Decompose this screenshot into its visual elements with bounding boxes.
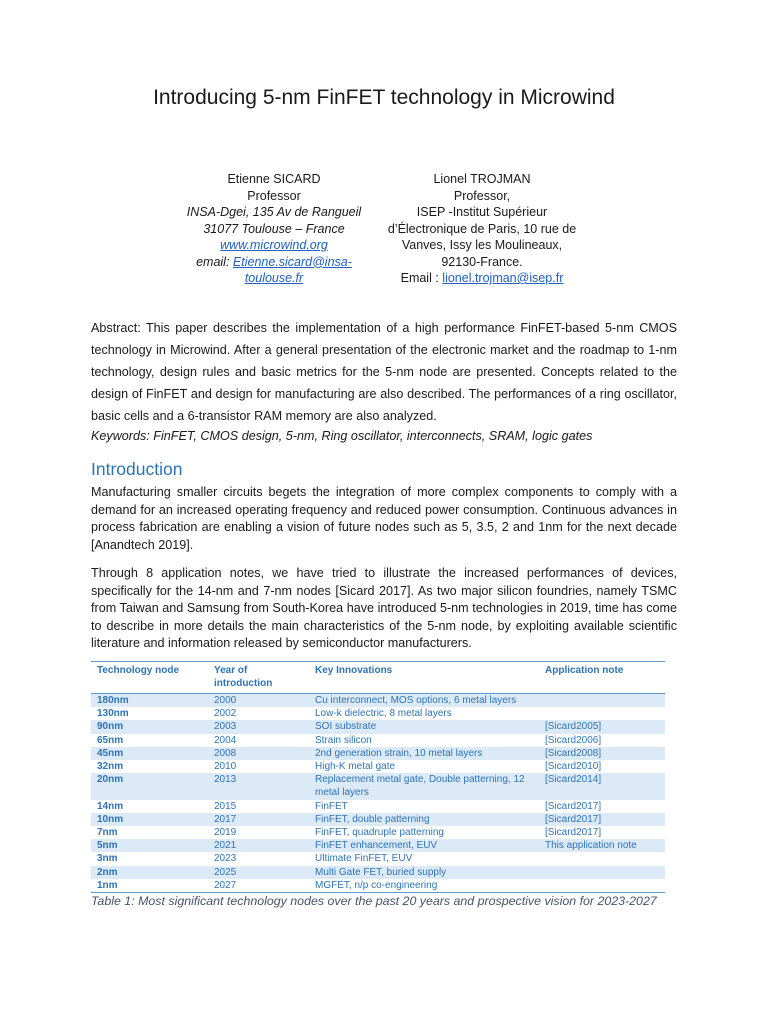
cell-application-note: [Sicard2017] <box>545 800 602 812</box>
cell-innovation: Multi Gate FET, buried supply <box>309 866 539 879</box>
author-affiliation: INSA-Dgei, 135 Av de Rangueil <box>186 205 362 219</box>
author-affiliation-line: d’Électronique de Paris, 10 rue de <box>387 221 577 236</box>
author-website-link[interactable]: www.microwind.org <box>220 238 328 252</box>
author-role: Professor, <box>453 188 511 203</box>
cell-year: 2021 <box>208 839 309 852</box>
cell-node: 32nm <box>97 761 124 773</box>
cell-innovation: High-K metal gate <box>315 761 396 773</box>
cell-node: 180nm <box>91 694 208 708</box>
author-affiliation-line: 92130-France. <box>441 254 523 269</box>
paragraph: Manufacturing smaller circuits begets the integration of more complex components to comply with a demand for an increased operating frequency and reduced power consumption. Continuous advances in process fabrication are enabling a vision of future nodes such as 5, 3.5, 2 and 1nm for the next decade [Anandtech 2019]. <box>91 485 677 552</box>
author-email-label: Email : <box>400 271 439 285</box>
table-caption: Table 1: Most significant technology nodes over the past 20 years and prospective vision for 2023-2027 <box>91 894 657 908</box>
header-key-innovations: Key Innovations <box>309 662 539 694</box>
cell-node: 7nm <box>97 827 118 839</box>
author-email-link-cont[interactable]: toulouse.fr <box>244 271 304 285</box>
cell-application-note <box>539 879 665 893</box>
cell-innovation: Low-k dielectric, 8 metal layers <box>315 708 452 720</box>
cell-innovation: FinFET, quadruple patterning <box>315 827 444 839</box>
cell-innovation: SOI substrate <box>309 720 539 733</box>
cell-node: 3nm <box>97 853 118 865</box>
cell-application-note: [Sicard2014] <box>539 773 665 799</box>
cell-innovation: MGFET, n/p co-engineering <box>309 879 539 893</box>
table-row <box>91 813 665 826</box>
table-row <box>91 800 665 813</box>
table-row <box>91 747 665 760</box>
author-role: Professor <box>247 188 301 203</box>
header-year: Year of introduction <box>208 662 309 694</box>
cell-year: 2025 <box>208 866 309 879</box>
keywords: Keywords: FinFET, CMOS design, 5-nm, Ring oscillator, interconnects, SRAM, logic gates <box>91 429 593 443</box>
cell-node: 130nm <box>97 708 129 720</box>
cell-application-note: [Sicard2005] <box>539 720 665 733</box>
cell-year: 2002 <box>214 708 237 720</box>
cell-node: 2nm <box>91 866 208 879</box>
cell-node: 1nm <box>91 879 208 893</box>
cell-innovation: FinFET enhancement, EUV <box>309 839 539 852</box>
cell-innovation: FinFET <box>315 800 348 812</box>
author-affiliation-line: Vanves, Issy les Moulineaux, <box>401 238 563 252</box>
table-row <box>91 866 665 879</box>
author-block-trojman <box>374 171 590 287</box>
cell-year: 2017 <box>208 813 309 826</box>
table-row <box>91 720 665 733</box>
cell-application-note <box>539 707 665 720</box>
cell-year: 2023 <box>214 853 237 865</box>
table-row <box>91 694 665 708</box>
table-row <box>91 826 665 839</box>
table-row <box>91 773 665 799</box>
header-technology-node: Technology node <box>91 662 208 694</box>
cell-year: 2010 <box>214 761 237 773</box>
abstract: Abstract: This paper describes the implementation of a high performance FinFET-based 5-nm CMOS technology in Microwind. After a general presentation of the electronic market and the roadmap to 1-nm technology, design rules and basic metrics for the 5-nm node are presented. Concepts related to the design of FinFET and design for manufacturing are also described. The performances of a ring oscillator, basic cells and a 6-transistor RAM memory are also analyzed. <box>91 321 677 423</box>
author-email-label: email: <box>196 254 230 269</box>
cell-application-note <box>539 694 665 708</box>
cell-application-note: [Sicard2008] <box>539 747 665 760</box>
table-row <box>91 852 665 865</box>
cell-innovation: 2nd generation strain, 10 metal layers <box>309 747 539 760</box>
cell-node: 10nm <box>91 813 208 826</box>
cell-innovation: Ultimate FinFET, EUV <box>315 853 413 865</box>
cell-year: 2008 <box>208 747 309 760</box>
table-row <box>91 734 665 747</box>
cell-application-note: [Sicard2006] <box>545 734 602 746</box>
cell-innovation: Replacement metal gate, Double patterning, 12 metal layers <box>309 773 539 799</box>
author-email-link[interactable]: lionel.trojman@isep.fr <box>442 271 564 285</box>
cell-application-note: [Sicard2010] <box>545 761 602 773</box>
header-application-note: Application note <box>539 662 665 694</box>
table-row <box>91 760 665 773</box>
table-row <box>91 707 665 720</box>
cell-year: 2019 <box>214 827 237 839</box>
author-name: Lionel TROJMAN <box>433 172 531 186</box>
cell-node: 45nm <box>91 747 208 760</box>
cell-year: 2000 <box>208 694 309 708</box>
technology-nodes-table <box>91 661 665 893</box>
author-address: 31077 Toulouse – France <box>203 221 345 236</box>
cell-year: 2004 <box>214 734 237 746</box>
table-row <box>91 839 665 852</box>
cell-node: 5nm <box>91 839 208 852</box>
author-email-link[interactable]: Etienne.sicard@insa- <box>232 254 352 269</box>
paragraph: Through 8 application notes, we have tried to illustrate the increased performances of devices, specifically for the 14-nm and 7-nm nodes [Sicard 2017]. As two major silicon foundries, namely TSMC from Taiwan and Samsung from South-Korea have introduced 5-nm technologies in 2019, time has come to describe in more details the main characteristics of the 5-nm node, by exploiting available scientific literature and information released by semiconductor manufacturers. <box>91 566 677 651</box>
paper-title: Introducing 5-nm FinFET technology in Microwind <box>153 86 615 109</box>
table-row <box>91 879 665 893</box>
cell-innovation: Cu interconnect, MOS options, 6 metal layers <box>309 694 539 708</box>
cell-node: 14nm <box>97 800 124 812</box>
author-affiliation-line: ISEP -Institut Supérieur <box>416 205 548 219</box>
cell-year: 2027 <box>208 879 309 893</box>
cell-application-note: [Sicard2017] <box>545 827 602 839</box>
cell-application-note <box>539 866 665 879</box>
author-name: Etienne SICARD <box>227 172 321 186</box>
section-heading-introduction: Introduction <box>91 459 183 479</box>
cell-application-note: [Sicard2017] <box>539 813 665 826</box>
cell-year: 2013 <box>208 773 309 799</box>
table-header-row <box>91 662 665 694</box>
cell-node: 90nm <box>91 720 208 733</box>
cell-innovation: FinFET, double patterning <box>309 813 539 826</box>
cell-node: 65nm <box>97 734 124 746</box>
cell-innovation: Strain silicon <box>315 734 372 746</box>
cell-node: 20nm <box>91 773 208 799</box>
cell-year: 2003 <box>208 720 309 733</box>
cell-application-note <box>539 852 665 865</box>
cell-year: 2015 <box>214 800 237 812</box>
author-block-sicard <box>176 171 372 287</box>
cell-application-note: This application note <box>539 839 665 852</box>
